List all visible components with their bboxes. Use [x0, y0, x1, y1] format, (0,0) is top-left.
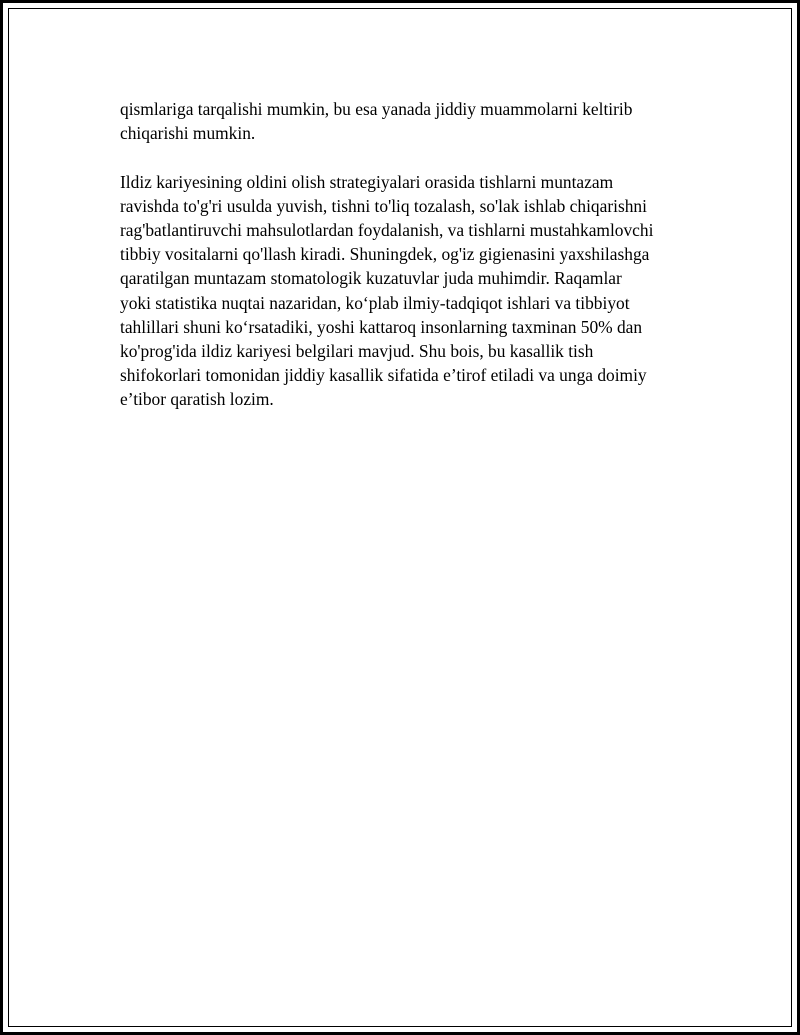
document-body [120, 97, 695, 412]
text-line: tibbiy vositalarni qo'llash kiradi. Shuningdek, og'iz gigienasini yaxshilashga [120, 244, 650, 265]
paragraph-1 [120, 97, 695, 145]
text-line: rag'batlantiruvchi mahsulotlardan foydalanish, va tishlarni mustahkamlovchi [120, 220, 654, 240]
text-line: ko'prog'ida ildiz kariyesi belgilari mavjud. Shu bois, bu kasallik tish [120, 341, 594, 362]
text-line: shifokorlari tomonidan jiddiy kasallik sifatida e’tirof etiladi va unga doimiy [120, 365, 647, 386]
text-line: chiqarishi mumkin. [120, 123, 256, 144]
text-line: qaratilgan muntazam stomatologik kuzatuvlar juda muhimdir. Raqamlar [120, 268, 622, 289]
text-line: Ildiz kariyesining oldini olish strategiyalari orasida tishlarni muntazam [120, 171, 614, 192]
text-line: tahlillari shuni ko‘rsatadiki, yoshi kattaroq insonlarning taxminan 50% dan [120, 316, 643, 337]
text-line: e’tibor qaratish lozim. [120, 389, 274, 410]
text-line: ravishda to'g'ri usulda yuvish, tishni to'liq tozalash, so'lak ishlab chiqarishni [120, 195, 647, 216]
paragraph-spacer [120, 145, 695, 169]
text-line: yoki statistika nuqtai nazaridan, ko‘plab ilmiy-tadqiqot ishlari va tibbiyot [120, 292, 630, 313]
text-line: qismlariga tarqalishi mumkin, bu esa yanada jiddiy muammolarni keltirib [120, 99, 633, 119]
paragraph-2 [120, 170, 695, 412]
